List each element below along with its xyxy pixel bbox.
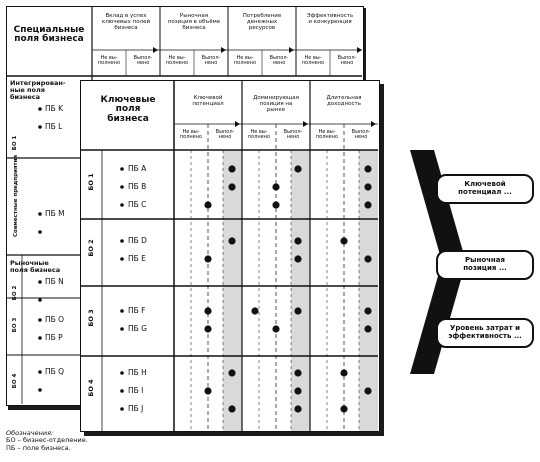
back-sub-no-1: Не вы- полнено: [97, 55, 121, 67]
front-row-pb-d: ПБ D: [128, 236, 147, 245]
back-sub-yes-3: Выпол- нено: [269, 55, 289, 67]
front-bo-1: БО 1: [87, 173, 95, 191]
legend: [6, 430, 88, 452]
back-sub-no-2: Не вы- полнено: [165, 55, 189, 67]
key-potential-button[interactable]: Ключевой потенциал ...: [436, 174, 534, 204]
front-sub-no-2: Не вы- полнено: [247, 129, 271, 141]
section-shared-label: Совместные предприятия: [13, 155, 19, 237]
back-row-pb-p: ПБ P: [45, 333, 63, 342]
front-sub-yes-2: Выпол- нено: [283, 129, 303, 141]
back-sub-yes-4: Выпол- нено: [337, 55, 357, 67]
market-position-button[interactable]: Рыночная позиция ...: [436, 250, 534, 280]
front-row-pb-i: ПБ I: [128, 386, 144, 395]
front-sub-yes-1: Выпол- нено: [215, 129, 235, 141]
front-bo-4: БО 4: [87, 379, 95, 397]
back-row-pb-m: ПБ M: [45, 209, 65, 218]
back-sub-yes-2: Выпол- нено: [201, 55, 221, 67]
back-col-header-3: Потребление денежных ресурсов: [242, 13, 282, 31]
back-row-pb-n: ПБ N: [45, 277, 64, 286]
front-col-header-2: Доминирующая позиция на рынке: [253, 95, 299, 113]
front-row-pb-g: ПБ G: [128, 324, 147, 333]
assessment-dots: [204, 165, 371, 412]
back-col-header-4: Эффективность и конкуренция: [306, 13, 354, 25]
front-bo-2: БО 2: [87, 239, 95, 257]
back-bo-3: БО 3: [12, 317, 18, 333]
front-sub-yes-3: Выпол- нено: [351, 129, 371, 141]
front-row-pb-h: ПБ H: [128, 368, 147, 377]
front-col-header-3: Длительная доходность: [326, 95, 362, 107]
legend-line-2: ПБ – поле бизнеса.: [6, 443, 71, 452]
back-row-pb-o: ПБ O: [45, 315, 65, 324]
back-sub-yes-1: Выпол- нено: [133, 55, 153, 67]
section-integrated-label: Интегрирован- ные поля бизнеса: [10, 79, 66, 101]
cost-efficiency-button[interactable]: Уровень затрат и эффективность ...: [436, 318, 534, 348]
front-col-header-1: Ключевой потенциал: [192, 95, 224, 107]
back-table-title: Специальные поля бизнеса: [13, 25, 85, 45]
back-row-pb-l: ПБ L: [45, 122, 63, 131]
front-sub-no-1: Не вы- полнено: [179, 129, 203, 141]
section-market-label: Рыночные поля бизнеса: [10, 259, 61, 274]
back-bo-4: БО 4: [12, 373, 18, 389]
legend-line-1: БО – бизнес-отделение.: [6, 436, 88, 445]
back-col-header-1: Вклад в успех ключевых полей бизнеса: [101, 13, 151, 31]
front-table-title: Ключевые поля бизнеса: [100, 95, 156, 124]
front-row-pb-j: ПБ J: [128, 404, 144, 413]
back-bo-1: БО 1: [12, 135, 18, 151]
back-row-pb-k: ПБ K: [45, 104, 64, 113]
front-row-pb-f: ПБ F: [128, 306, 146, 315]
back-row-pb-q: ПБ Q: [45, 367, 65, 376]
back-bo-2: БО 2: [12, 285, 18, 301]
back-sub-no-3: Не вы- полнено: [233, 55, 257, 67]
back-sub-no-4: Не вы- полнено: [301, 55, 325, 67]
front-row-pb-c: ПБ C: [128, 200, 147, 209]
front-row-pb-b: ПБ B: [128, 182, 147, 191]
front-row-pb-e: ПБ E: [128, 254, 146, 263]
legend-title: Обозначения:: [6, 429, 54, 437]
front-sub-no-3: Не вы- полнено: [315, 129, 339, 141]
back-col-header-2: Рыночная позиция в объёме бизнеса: [167, 13, 221, 31]
front-row-pb-a: ПБ A: [128, 164, 147, 173]
front-bo-3: БО 3: [87, 309, 95, 327]
